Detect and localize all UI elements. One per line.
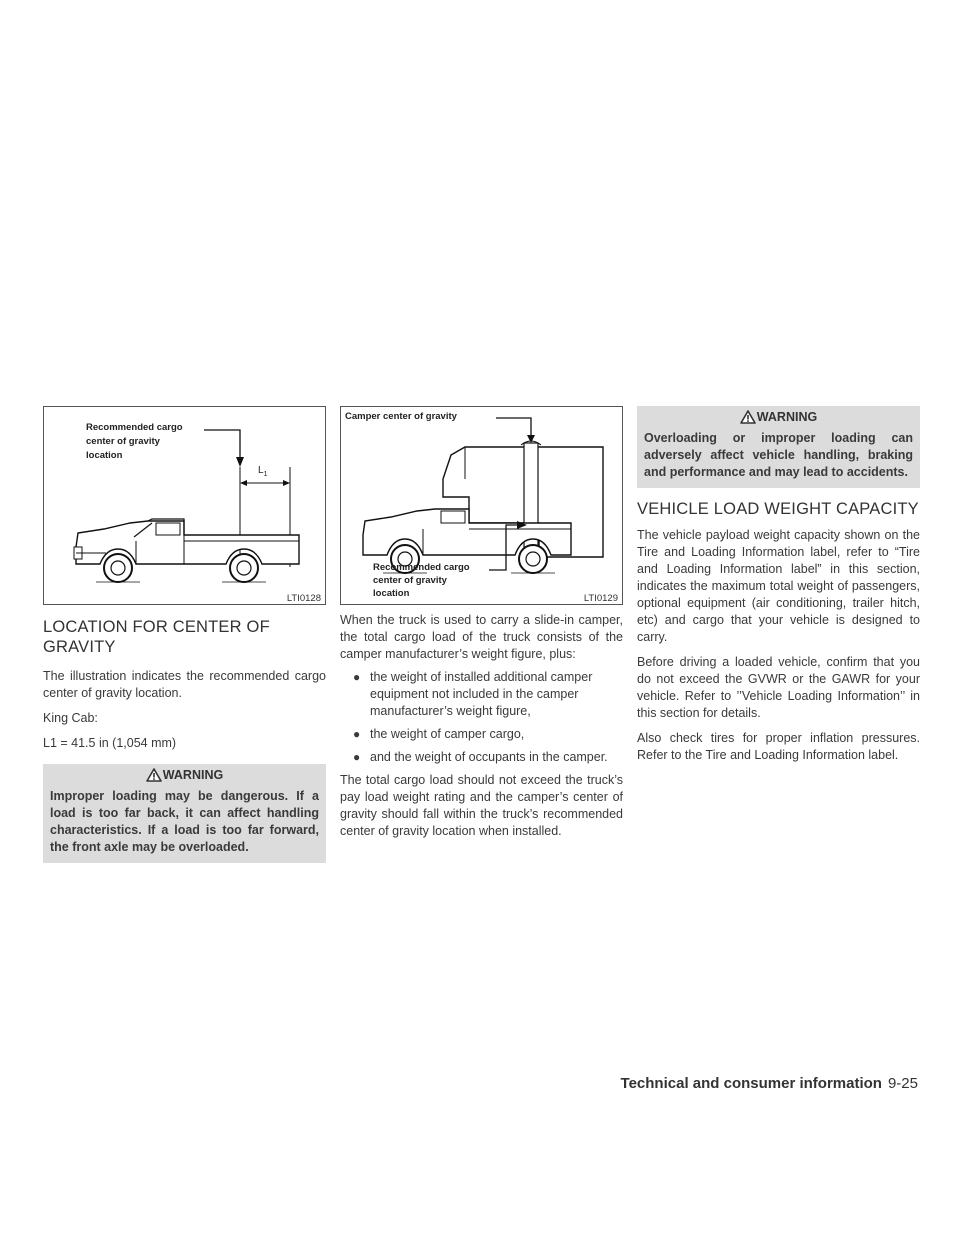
warning-icon	[740, 410, 756, 424]
paragraph-camper-intro: When the truck is used to carry a slide-in camper, the total cargo load of the truck consists of the camper manufacturer’s weight figure, plus:	[340, 613, 623, 661]
section-title-load-capacity: VEHICLE LOAD WEIGHT CAPACITY	[637, 500, 919, 518]
page-footer	[621, 1075, 918, 1092]
warning-title: WARNING	[162, 768, 224, 782]
warning-header	[637, 406, 920, 428]
figure-camper-gravity	[340, 406, 623, 605]
figure-cargo-gravity	[43, 406, 326, 605]
paragraph-payload: The vehicle payload weight capacity shown on the Tire and Loading Information label, refer to “Tire and Loading Information label” in this section, indicates the maximum total weight of passengers, optional equipment (air conditioning, trailer hitch, etc) and cargo that your vehicle is designed to carry.	[637, 528, 920, 644]
figure-label-recommended: Recommended cargo center of gravity location	[373, 562, 470, 599]
warning-icon	[146, 768, 162, 782]
bullet-icon: ●	[353, 727, 361, 741]
warning-box	[43, 764, 326, 863]
bullet-icon: ●	[353, 750, 361, 764]
bullet-icon: ●	[353, 670, 361, 684]
figure-code: LTI0128	[286, 593, 321, 604]
figure-label-recommended: Recommended cargo center of gravity location	[86, 422, 183, 461]
warning-title: WARNING	[756, 410, 818, 424]
warning-box	[637, 406, 920, 488]
figure-dimension-label: $L_1$	[258, 465, 268, 478]
page-number: 9-25	[887, 1075, 918, 1092]
figure-label-camper-gravity: Camper center of gravity	[345, 411, 457, 422]
warning-text: Improper loading may be dangerous. If a load is too far back, it can affect handling characteristics. If a load is too far forward, the front axle may be overloaded.	[50, 789, 319, 854]
figure-code: LTI0129	[583, 593, 618, 604]
column-left	[43, 406, 326, 863]
footer-chapter: Technical and consumer information	[620, 1075, 882, 1092]
list-item: ● the weight of camper cargo,	[353, 727, 525, 741]
column-right	[637, 406, 920, 764]
bullet-list	[340, 669, 623, 766]
warning-header	[43, 764, 326, 786]
section-title-location: LOCATION FOR CENTER OF GRAVITY	[43, 618, 270, 656]
warning-text: Overloading or improper loading can adversely affect vehicle handling, braking and performance and may lead to accidents.	[644, 431, 913, 479]
list-item: ● the weight of installed additional camper equipment not included in the camper manufacturer’s weight figure,	[353, 670, 593, 718]
paragraph-before-driving: Before driving a loaded vehicle, confirm that you do not exceed the GVWR or the GAWR for your vehicle. Refer to ’’Vehicle Loading Information’’ in this section for details.	[637, 655, 920, 720]
column-middle	[340, 406, 623, 840]
paragraph-intro: The illustration indicates the recommended cargo center of gravity location.	[43, 669, 326, 700]
paragraph-tires: Also check tires for proper inflation pressures. Refer to the Tire and Loading Information label.	[637, 731, 920, 762]
paragraph-king-cab: King Cab:	[43, 711, 98, 725]
list-item: ● and the weight of occupants in the camper.	[353, 750, 608, 764]
paragraph-l1-value: L1 = 41.5 in (1,054 mm)	[43, 736, 177, 750]
paragraph-camper-closing: The total cargo load should not exceed the truck’s pay load weight rating and the camper’s center of gravity should fall within the truck’s recommended center of gravity location when installed.	[340, 773, 623, 838]
